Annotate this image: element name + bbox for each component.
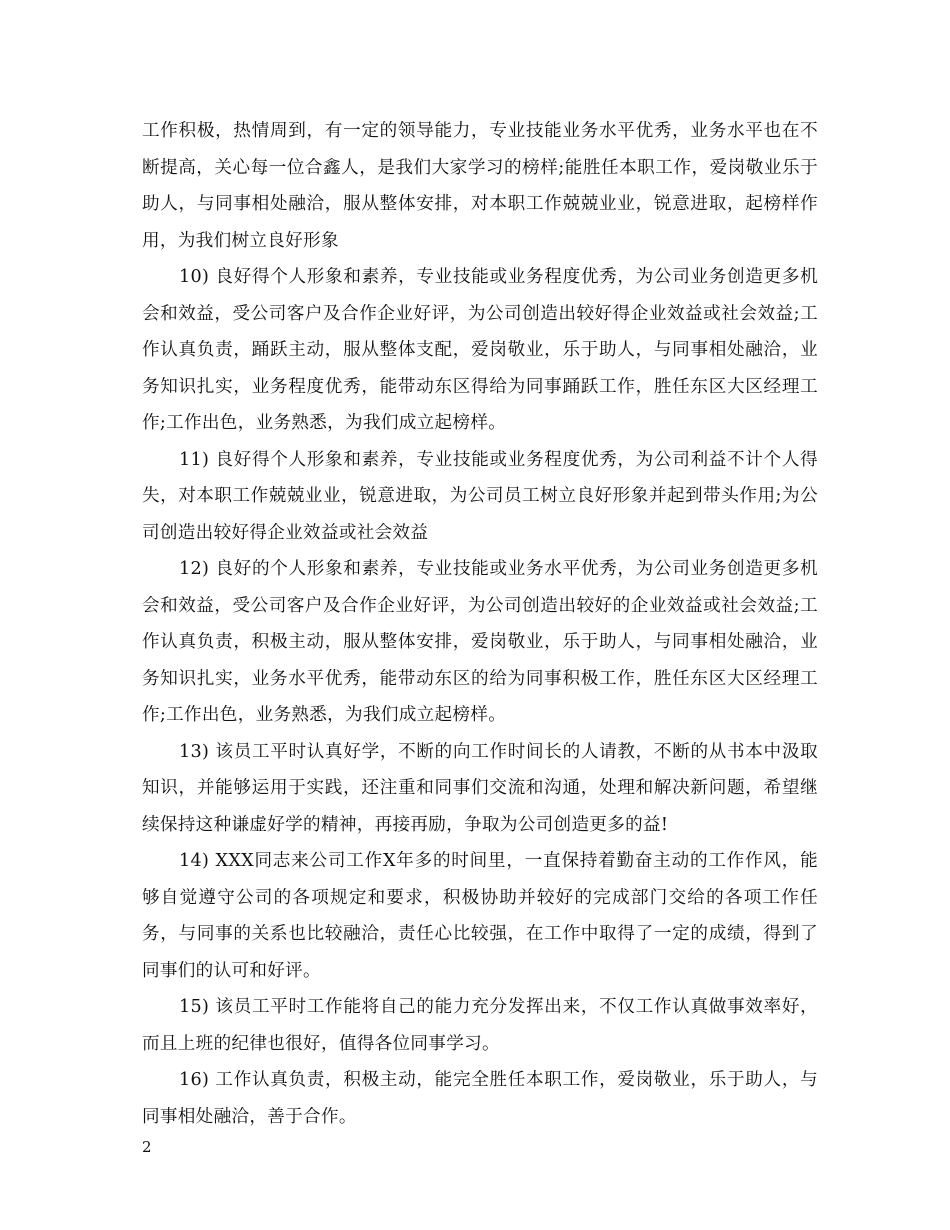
paragraph: 16) 工作认真负责，积极主动，能完全胜任本职工作，爱岗敬业，乐于助人，与同事相处融洽，善于合作。 bbox=[142, 1070, 818, 1127]
paragraph: 14) XXX同志来公司工作X年多的时间里，一直保持着勤奋主动的工作作风，能够自觉遵守公司的各项规定和要求，积极协助并较好的完成部门交给的各项工作任务，与同事的关系也比较融洽，责任心比较强，在工作中取得了一定的成绩，得到了同事们的认可和好评。 bbox=[142, 851, 818, 981]
paragraph: 10) 良好得个人形象和素养，专业技能或业务程度优秀，为公司业务创造更多机会和效益，受公司客户及合作企业好评，为公司创造出较好得企业效益或社会效益;工作认真负责，踊跃主动，服从整体支配，爱岗敬业，乐于助人，与同事相处融洽，业务知识扎实，业务程度优秀，能带动东区得给为同事踊跃工作，胜任东区大区经理工作;工作出色，业务熟悉，为我们成立起榜样。 bbox=[142, 267, 818, 433]
body-text bbox=[142, 113, 818, 1135]
paragraph: 13) 该员工平时认真好学，不断的向工作时间长的人请教，不断的从书本中汲取知识，并能够运用于实践，还注重和同事们交流和沟通，处理和解决新问题，希望继续保持这种谦虚好学的精神，再接再励，争取为公司创造更多的益! bbox=[142, 741, 818, 835]
paragraph: 15) 该员工平时工作能将自己的能力充分发挥出来，不仅工作认真做事效率好，而且上班的纪律也很好，值得各位同事学习。 bbox=[142, 997, 818, 1054]
paragraph: 工作积极，热情周到，有一定的领导能力，专业技能业务水平优秀，业务水平也在不断提高，关心每一位合鑫人，是我们大家学习的榜样;能胜任本职工作，爱岗敬业乐于助人，与同事相处融洽，服从整体安排，对本职工作兢兢业业，锐意进取，起榜样作用，为我们树立良好形象 bbox=[142, 121, 818, 251]
paragraph: 11) 良好得个人形象和素养，专业技能或业务程度优秀，为公司利益不计个人得失，对本职工作兢兢业业，锐意进取，为公司员工树立良好形象并起到带头作用;为公司创造出较好得企业效益或社会效益 bbox=[142, 449, 818, 543]
paragraph: 12) 良好的个人形象和素养，专业技能或业务水平优秀，为公司业务创造更多机会和效益，受公司客户及合作企业好评，为公司创造出较好的企业效益或社会效益;工作认真负责，积极主动，服从整体安排，爱岗敬业，乐于助人，与同事相处融洽，业务知识扎实，业务水平优秀，能带动东区的给为同事积极工作，胜任东区大区经理工作;工作出色，业务熟悉，为我们成立起榜样。 bbox=[142, 559, 818, 725]
page-number: 2 bbox=[142, 1138, 152, 1156]
